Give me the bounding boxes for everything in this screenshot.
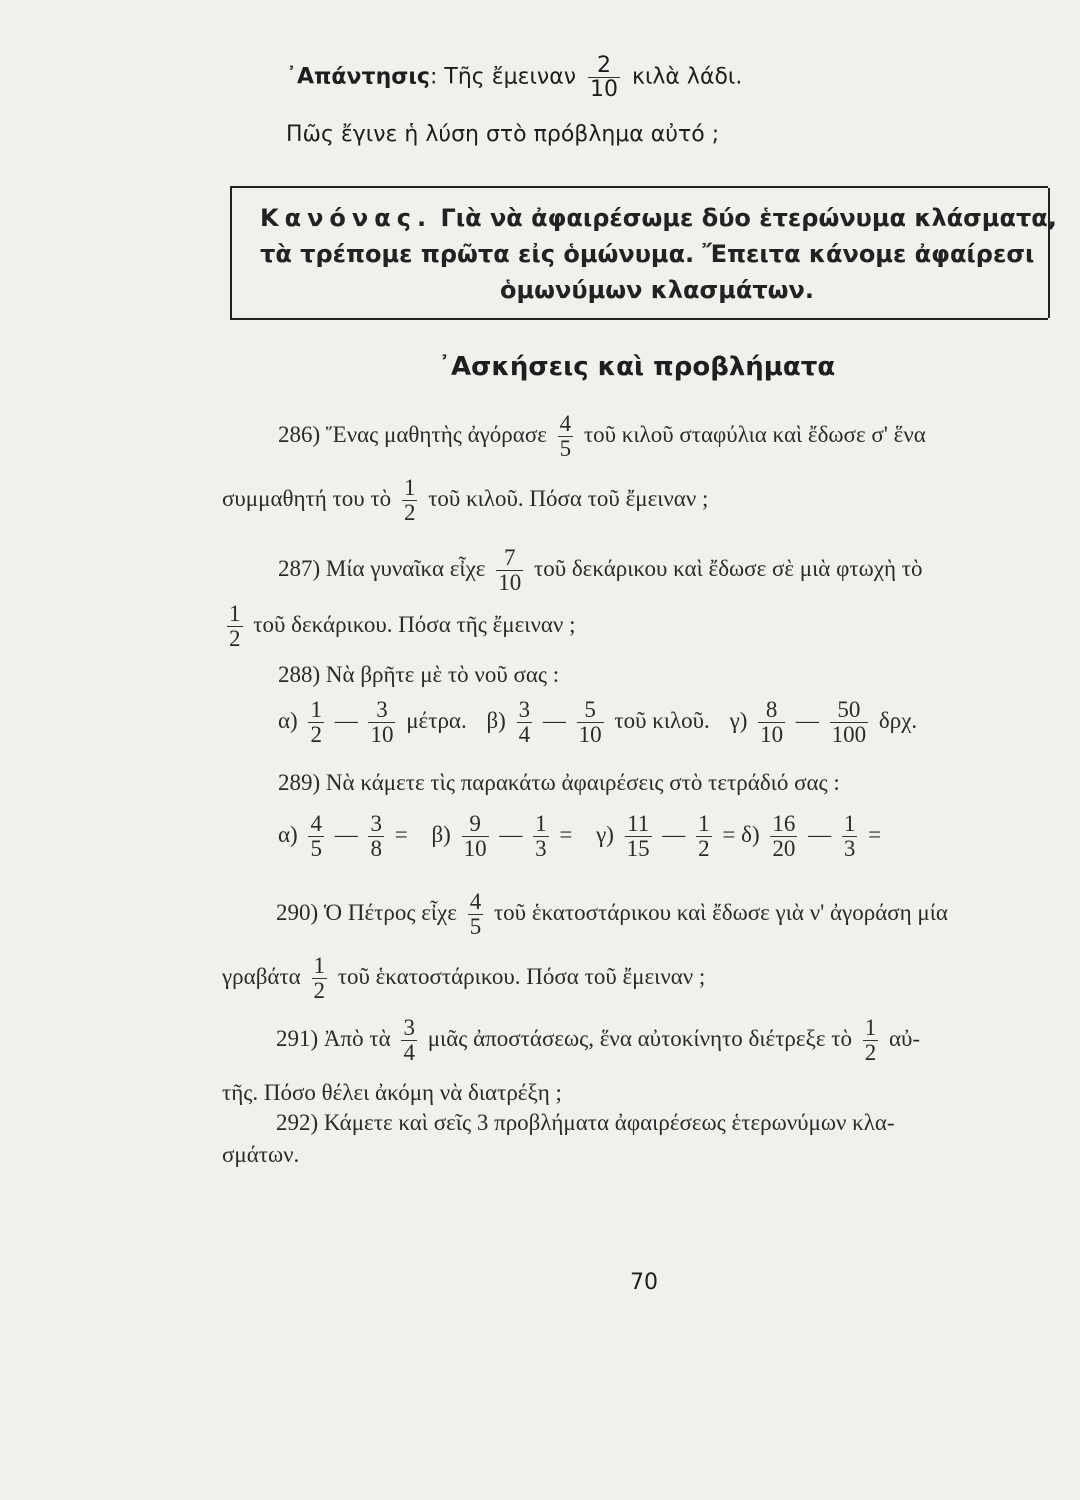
equals-sign: = <box>559 821 573 847</box>
fraction <box>312 954 328 1003</box>
exercise-number: 288) <box>278 662 321 687</box>
exercise-text: Κάμετε καὶ σεῖς 3 προβλήματα ἀφαιρέσεως ἑτερωνύμων κλα- <box>323 1110 895 1135</box>
exercise-286-line-1 <box>278 412 926 461</box>
fraction-numerator: 50 <box>837 697 861 722</box>
exercise-number: 292) <box>276 1110 319 1135</box>
exercise-text: Ἀπὸ τὰ <box>323 1025 391 1051</box>
fraction <box>227 602 243 651</box>
minus-sign: — <box>662 821 686 847</box>
exercise-text: τοῦ κιλοῦ. Πόσα τοῦ ἔμειναν ; <box>428 485 709 511</box>
exercise-290-line-1 <box>276 890 948 939</box>
fraction-numerator: 3 <box>376 697 388 722</box>
rule-bottom-border <box>230 318 1048 320</box>
fraction-numerator: 3 <box>518 697 531 722</box>
fraction <box>401 1016 417 1065</box>
fraction-numerator: 1 <box>310 697 322 722</box>
exercise-text: Μία γυναῖκα εἶχε <box>325 555 486 581</box>
exercise-288-items <box>278 698 917 747</box>
fraction-numerator: 1 <box>535 811 547 836</box>
exercise-287-line-2 <box>222 602 575 651</box>
minus-sign: — <box>795 707 819 733</box>
exercise-text: γραβάτα <box>222 963 301 989</box>
fraction <box>468 890 484 939</box>
question-line: Πῶς ἔγινε ἡ λύση στὸ πρόβλημα αὐτό ; <box>286 122 720 147</box>
exercise-text: τοῦ κιλοῦ σταφύλια καὶ ἔδωσε σ' ἕνα <box>583 421 926 447</box>
exercise-number: 287) <box>278 555 321 581</box>
fraction <box>842 812 858 861</box>
fraction-numerator: 3 <box>403 1015 415 1040</box>
fraction-numerator: 1 <box>403 475 416 500</box>
equals-sign: = <box>394 821 408 847</box>
exercise-289-items <box>278 812 881 861</box>
exercise-text: μιᾶς ἀποστάσεως, ἕνα αὐτοκίνητο διέτρεξε τὸ <box>427 1025 852 1051</box>
answer-colon: : <box>429 64 438 90</box>
exercise-290-line-2 <box>222 954 705 1003</box>
fraction <box>533 812 549 861</box>
fraction-denominator: 10 <box>498 570 522 596</box>
fraction-denominator: 10 <box>463 836 487 862</box>
fraction-numerator: 1 <box>229 601 241 626</box>
fraction-denominator: 2 <box>313 978 325 1004</box>
fraction-denominator: 10 <box>370 722 394 748</box>
exercise-text: Νὰ βρῆτε μὲ τὸ νοῦ σας : <box>325 662 560 687</box>
equals-sign: = <box>868 821 882 847</box>
fraction-denominator: 5 <box>310 836 322 862</box>
exercise-text: Ὁ Πέτρος εἶχε <box>323 899 457 925</box>
fraction <box>696 812 712 861</box>
exercise-number: 289) <box>278 770 321 795</box>
fraction <box>368 698 395 747</box>
fraction <box>558 412 574 461</box>
fraction-numerator: 3 <box>370 811 382 836</box>
item-label: γ) <box>729 707 748 733</box>
fraction-denominator: 2 <box>229 626 241 652</box>
minus-sign: — <box>542 707 566 733</box>
exercise-291-line-2: τῆς. Πόσο θέλει ἀκόμη νὰ διατρέξη ; <box>222 1080 562 1105</box>
exercise-number: 286) <box>278 421 321 447</box>
answer-label: ᾿Απάντησις <box>286 64 430 90</box>
rule-line-1 <box>260 204 1057 232</box>
fraction <box>517 698 533 747</box>
rule-line-2: τὰ τρέπομε πρῶτα εἰς ὁμώνυμα. Ἔπειτα κάνομε ἀφαίρεσι <box>260 240 1035 268</box>
fraction-denominator: 3 <box>843 836 856 862</box>
exercise-text: τοῦ ἑκατοστάρικου. Πόσα τοῦ ἔμειναν ; <box>337 963 706 989</box>
fraction <box>758 698 785 747</box>
minus-sign: — <box>334 707 358 733</box>
unit-text: μέτρα. <box>406 707 467 733</box>
answer-fraction <box>588 54 620 101</box>
unit-text: τοῦ κιλοῦ. <box>614 707 710 733</box>
rule-title: Κανόνας. <box>260 204 433 232</box>
fraction-numerator: 1 <box>843 811 856 836</box>
fraction-denominator: 20 <box>772 836 796 862</box>
item-label: α) <box>278 707 298 733</box>
page-number: 70 <box>630 1270 658 1295</box>
fraction <box>368 812 384 861</box>
fraction <box>496 546 523 595</box>
exercise-text: τοῦ ἑκατοστάρικου καὶ ἔδωσε γιὰ ν' ἀγοράση μία <box>493 899 948 925</box>
fraction-numerator: 2 <box>597 53 611 78</box>
exercise-number: 290) <box>276 899 319 925</box>
unit-text: δρχ. <box>878 707 918 733</box>
fraction-numerator: 5 <box>584 697 596 722</box>
fraction <box>308 812 324 861</box>
item-label: γ) <box>596 821 614 847</box>
equals-sign: = <box>722 821 736 847</box>
rule-line-3: ὁμωνύμων κλασμάτων. <box>500 276 814 304</box>
item-label: β) <box>486 707 506 733</box>
fraction-numerator: 7 <box>503 545 516 570</box>
item-label: β) <box>431 821 451 847</box>
fraction-numerator: 9 <box>469 811 481 836</box>
item-label: α) <box>278 821 298 847</box>
exercise-286-line-2 <box>222 476 708 525</box>
exercise-289-line-1 <box>278 770 840 796</box>
rule-box <box>230 188 1057 318</box>
answer-text-before: Τῆς ἔμειναν <box>444 64 576 90</box>
fraction <box>462 812 489 861</box>
exercise-text: Ἕνας μαθητὴς ἀγόρασε <box>325 421 547 447</box>
fraction-denominator: 10 <box>578 722 602 748</box>
fraction-denominator: 10 <box>590 77 618 103</box>
answer-text-after: κιλὰ λάδι. <box>632 64 743 90</box>
fraction <box>863 1016 879 1065</box>
exercise-text: αὐ- <box>888 1025 921 1051</box>
fraction <box>830 698 869 747</box>
exercise-292-line-2: σμάτων. <box>222 1142 300 1167</box>
fraction-denominator: 5 <box>469 914 482 940</box>
fraction-denominator: 15 <box>626 836 650 862</box>
exercise-text: τοῦ δεκάρικου. Πόσα τῆς ἔμειναν ; <box>253 611 576 637</box>
fraction-numerator: 4 <box>310 811 322 836</box>
fraction-numerator: 1 <box>864 1015 877 1040</box>
fraction-numerator: 1 <box>313 953 325 978</box>
fraction-denominator: 2 <box>698 836 710 862</box>
minus-sign: — <box>808 821 832 847</box>
fraction-denominator: 8 <box>370 836 382 862</box>
exercise-291-line-1 <box>276 1016 920 1065</box>
fraction-numerator: 11 <box>627 811 650 836</box>
fraction-denominator: 2 <box>864 1040 877 1066</box>
minus-sign: — <box>334 821 358 847</box>
exercise-text: συμμαθητή του τὸ <box>222 485 392 511</box>
fraction-numerator: 4 <box>469 889 482 914</box>
fraction <box>402 476 418 525</box>
answer-line <box>286 54 742 101</box>
fraction <box>308 698 324 747</box>
exercise-text: τοῦ δεκάρικου καὶ ἔδωσε σὲ μιὰ φτωχὴ τὸ <box>533 555 923 581</box>
fraction-denominator: 4 <box>518 722 531 748</box>
item-label: δ) <box>741 821 760 847</box>
fraction-denominator: 100 <box>831 722 867 748</box>
fraction-numerator: 16 <box>772 811 796 836</box>
exercise-288-line-1 <box>278 662 559 688</box>
fraction-numerator: 4 <box>559 411 572 436</box>
minus-sign: — <box>499 821 523 847</box>
exercise-number: 291) <box>276 1025 319 1051</box>
fraction-denominator: 3 <box>535 836 547 862</box>
rule-line-1-text: Γιὰ νὰ ἀφαιρέσωμε δύο ἑτερώνυμα κλάσματα, <box>440 204 1057 232</box>
fraction-numerator: 8 <box>765 697 778 722</box>
fraction <box>577 698 604 747</box>
fraction-denominator: 5 <box>559 436 572 462</box>
fraction-denominator: 2 <box>310 722 322 748</box>
section-heading: ᾿Ασκήσεις καὶ προβλήματα <box>438 352 836 382</box>
fraction <box>625 812 652 861</box>
fraction-denominator: 4 <box>403 1040 415 1066</box>
fraction-denominator: 2 <box>403 500 416 526</box>
exercise-287-line-1 <box>278 546 922 595</box>
fraction-denominator: 10 <box>760 722 784 748</box>
fraction-numerator: 1 <box>698 811 710 836</box>
exercise-292-line-1 <box>276 1110 895 1136</box>
exercise-text: Νὰ κάμετε τὶς παρακάτω ἀφαιρέσεις στὸ τετράδιό σας : <box>325 770 840 795</box>
fraction <box>770 812 797 861</box>
